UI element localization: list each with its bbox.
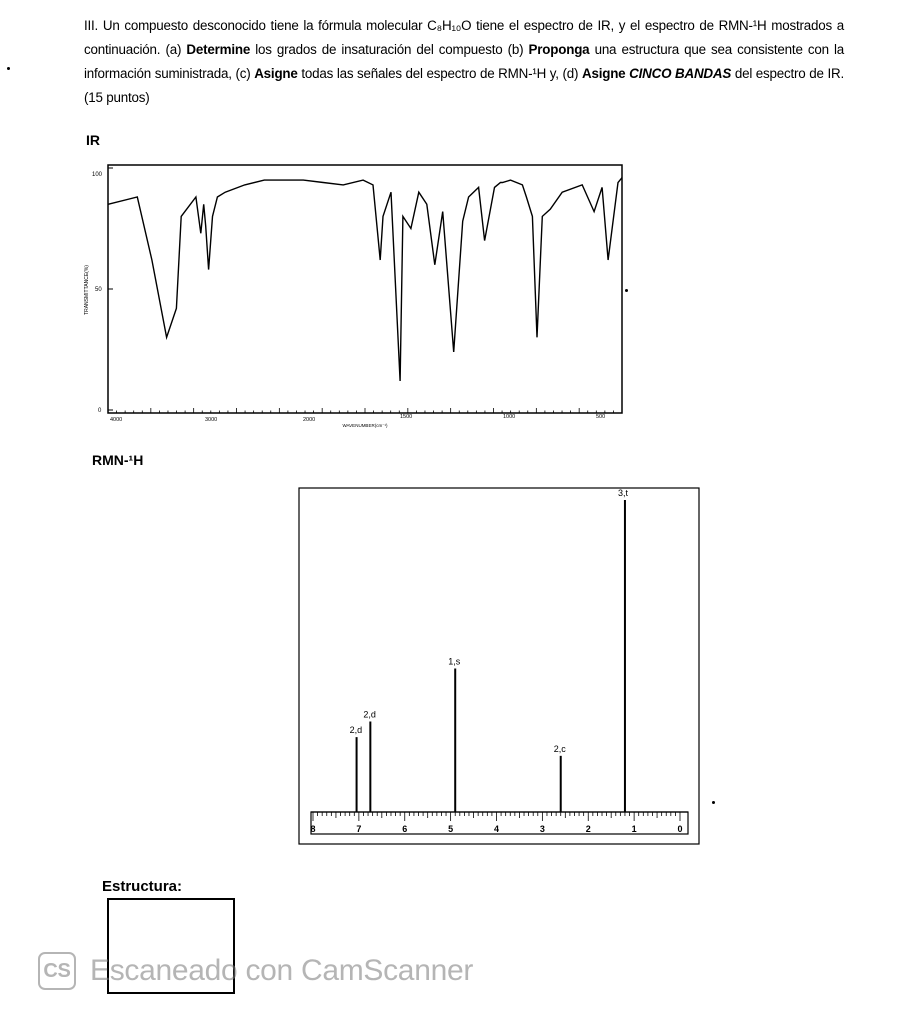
nmr-peak-label-3: 2,c <box>553 743 566 754</box>
camscanner-logo: CS <box>38 952 76 990</box>
question-part: III. Un compuesto desconocido tiene la fórmula molecular C₈H₁₀O tiene el espectro de IR, y el espectro de RMN-¹H mostrados a continuación. (a) <box>84 18 844 57</box>
ir-x-tick-4000: 4000 <box>110 417 123 423</box>
scan-dot <box>7 67 10 70</box>
question-verb-determine: Determine <box>186 42 251 57</box>
nmr-peak-label-0: 2,d <box>349 725 363 736</box>
nmr-tick-label: 5 <box>448 824 454 834</box>
question-five-bands: CINCO BANDAS <box>629 66 732 81</box>
ir-x-tick-1500: 1500 <box>400 414 413 420</box>
ir-y-tick-0: 0 <box>98 408 102 414</box>
nmr-peak-label-2: 1,s <box>448 656 461 667</box>
ir-x-tick-2000: 2000 <box>303 417 316 423</box>
question-part: una estructura que sea consistente con la información suministrada, (c) <box>84 42 844 81</box>
watermark-text: Escaneado con CamScanner <box>90 954 474 987</box>
scan-dot <box>712 801 715 804</box>
ir-axis-ticks <box>108 168 622 413</box>
question-part: todas las señales del espectro de RMN-¹H y, (d) <box>297 66 582 81</box>
nmr-tick-label: 0 <box>677 824 683 834</box>
nmr-tick-label: 2 <box>585 824 591 834</box>
ir-heading: IR <box>86 132 100 148</box>
nmr-tick-label: 1 <box>631 824 637 834</box>
ir-x-tick-1000: 1000 <box>503 414 516 420</box>
camscanner-watermark <box>38 952 473 990</box>
question-verb-assign-2: Asigne <box>581 66 626 81</box>
ir-x-tick-500: 500 <box>596 414 606 420</box>
scan-dot <box>625 289 628 292</box>
nmr-tick-label: 8 <box>310 824 316 834</box>
ir-spectrum-line <box>108 178 622 381</box>
ir-plot-frame <box>108 165 622 413</box>
ir-y-label: TRANSMITTANCE(%) <box>84 265 90 315</box>
ir-y-tick-100: 100 <box>92 172 103 178</box>
nmr-tick-label: 7 <box>356 824 362 834</box>
ir-y-tick-50: 50 <box>95 287 102 293</box>
question-verb-assign: Asigne <box>254 66 298 81</box>
question-part: del espectro de IR. (15 puntos) <box>84 66 844 105</box>
nmr-tick-label: 4 <box>493 824 500 834</box>
nmr-peak-label-4: 3,t <box>617 488 628 498</box>
question-part: los grados de insaturación del compuesto (b) <box>250 42 529 57</box>
nmr-heading: RMN-¹H <box>92 452 144 468</box>
nmr-tick-label: 6 <box>402 824 408 834</box>
nmr-tick-label: 3 <box>539 824 545 834</box>
ir-x-tick-3000: 3000 <box>205 417 218 423</box>
nmr-peak-label-1: 2,d <box>363 709 376 720</box>
structure-heading: Estructura: <box>102 878 183 895</box>
ir-x-label: WAVENUMBER(cm⁻¹) <box>342 423 388 428</box>
question-verb-propose: Proponga <box>528 42 590 57</box>
